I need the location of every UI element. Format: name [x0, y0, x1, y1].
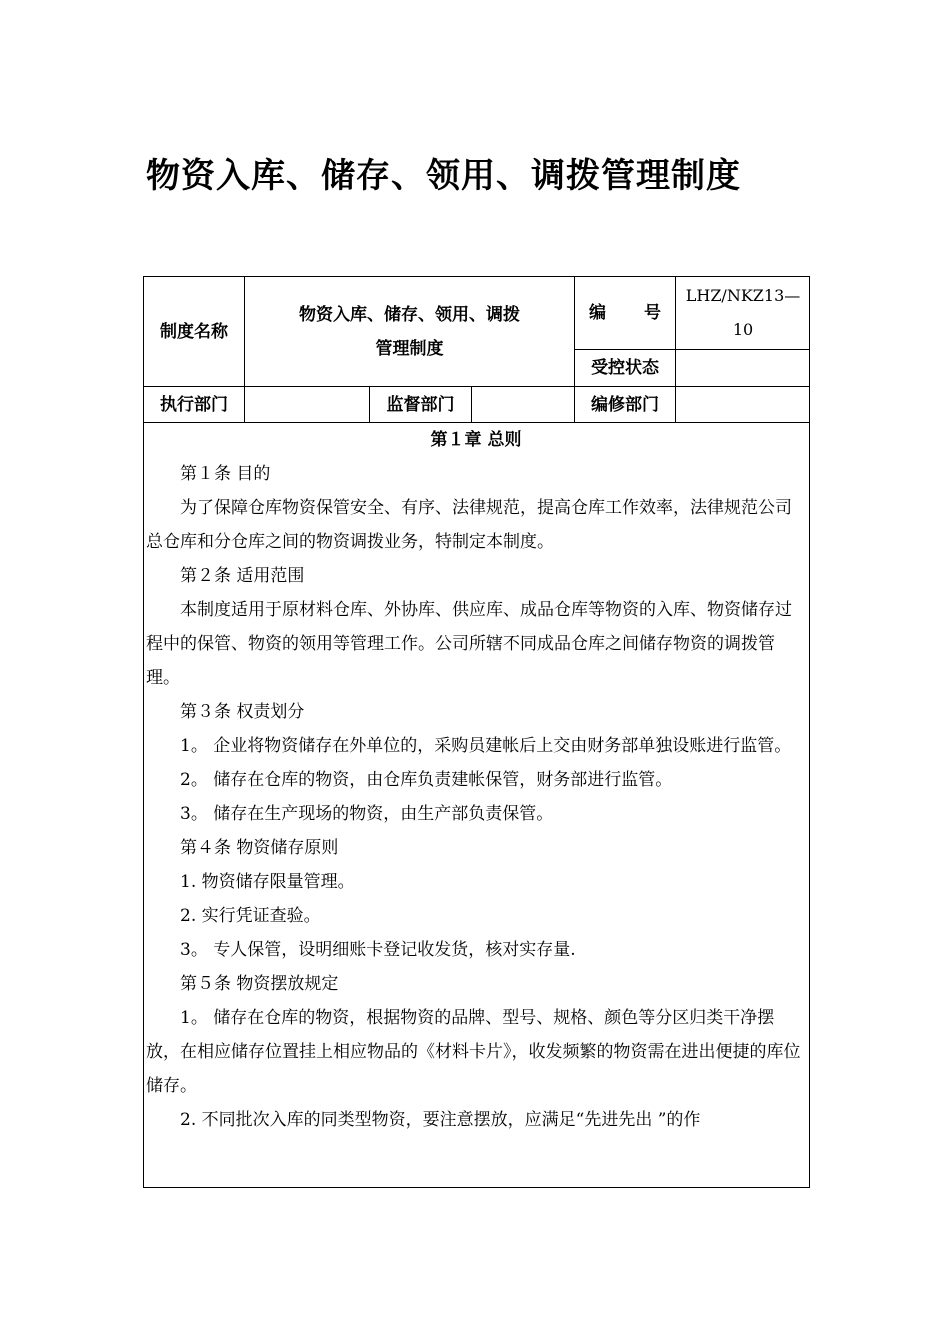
control-status-label: [575, 350, 675, 386]
code-label-char-2: 号: [644, 303, 661, 323]
control-status-label-text: 受控状态: [591, 358, 659, 378]
code-value-line-1: LHZ/NKZ13—: [685, 286, 801, 305]
control-status-value: [676, 350, 810, 386]
chapter-heading: 第１章 总则: [430, 430, 522, 450]
system-name-value: [245, 277, 574, 386]
exec-dept-label-text: 执行部门: [160, 394, 228, 415]
article-4-item: 1. 物资储存限量管理。: [180, 872, 355, 892]
regulation-body: [146, 423, 806, 1186]
article-1-title: 第１条 目的: [180, 464, 271, 484]
exec-dept-value: [245, 387, 369, 422]
edit-dept-label: [575, 387, 675, 422]
system-name-line-2: 管理制度: [375, 338, 444, 359]
article-5-title: 第５条 物资摆放规定: [180, 974, 339, 994]
supervise-dept-label-text: 监督部门: [386, 394, 455, 415]
edit-dept-label-text: 编修部门: [591, 394, 659, 415]
code-label: [575, 277, 675, 349]
code-value-line-2: 10: [732, 320, 754, 339]
code-value: [676, 277, 810, 349]
article-3-item: 3。 储存在生产现场的物资，由生产部负责保管。: [180, 804, 554, 824]
article-4-item: 3。 专人保管，设明细账卡登记收发货，核对实存量.: [180, 940, 576, 960]
article-2-text: 本制度适用于原材料仓库、外协库、供应库、成品仓库等物资的入库、物资储存过程中的保管、物资的领用等管理工作。公司所辖不同成品仓库之间储存物资的调拨管理。: [146, 600, 792, 688]
system-name-line-1: 物资入库、储存、领用、调拨: [299, 304, 520, 325]
edit-dept-value: [676, 387, 810, 422]
supervise-dept-label: [370, 387, 471, 422]
article-3-item: 2。 储存在仓库的物资，由仓库负责建帐保管，财务部进行监管。: [180, 770, 673, 790]
article-5-item: 1。 储存在仓库的物资，根据物资的品牌、型号、规格、颜色等分区归类干净摆放，在相应储存位置挂上相应物品的《材料卡片》，收发频繁的物资需在进出便捷的库位储存。: [146, 1008, 801, 1096]
article-3-title: 第３条 权责划分: [180, 702, 305, 722]
article-2-title: 第２条 适用范围: [180, 566, 305, 586]
document-title: 物资入库、储存、领用、调拨管理制度: [146, 156, 741, 196]
code-label-char-1: 编: [589, 303, 606, 323]
article-4-item: 2. 实行凭证查验。: [180, 906, 321, 926]
article-3-item: 1。 企业将物资储存在外单位的，采购员建帐后上交由财务部单独设账进行监管。: [180, 736, 792, 756]
system-name-label: [144, 277, 244, 386]
supervise-dept-value: [472, 387, 574, 422]
article-1-text: 为了保障仓库物资保管安全、有序、法律规范，提高仓库工作效率，法律规范公司总仓库和分仓库之间的物资调拨业务，特制定本制度。: [146, 498, 792, 552]
system-name-label-text: 制度名称: [160, 321, 228, 342]
exec-dept-label: [144, 387, 244, 422]
article-4-title: 第４条 物资储存原则: [180, 838, 339, 858]
article-5-item: 2. 不同批次入库的同类型物资，要注意摆放，应满足“先进先出 ”的作: [180, 1110, 701, 1130]
